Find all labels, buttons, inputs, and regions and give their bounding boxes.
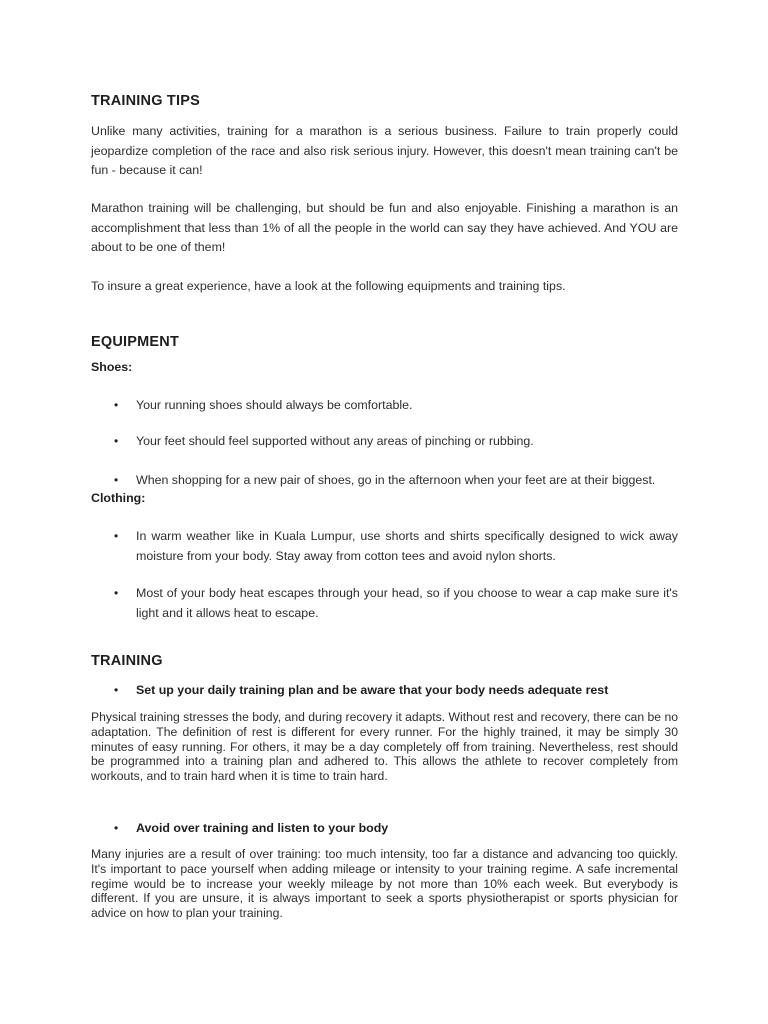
tip-2-body: Many injuries are a result of over training: too much intensity, too far a distance and advancing too quickly. It's important to pace yourself when adding mileage or intensity to your training regime. A safe incremental regime would be to increase your weekly mileage by not more than 10% each week. But everybody is different. If you are unsure, it is always important to seek a sports physiotherapist or sports physician for advice on how to plan your training.	[91, 847, 678, 921]
list-item-text: When shopping for a new pair of shoes, go in the afternoon when your feet are at their biggest.	[136, 473, 656, 487]
shoes-list-item	[91, 432, 678, 452]
clothing-label: Clothing:	[91, 491, 146, 505]
tip-1-body: Physical training stresses the body, and during recovery it adapts. Without rest and recovery, there can be no adaptation. The definition of rest is different for every runner. For the highly trained, it may be simply 30 minutes of easy running. For others, it may be a day completely off from training. Nevertheless, rest should be programmed into a training plan and adhered to. This allows the athlete to recover completely from workouts, and to train hard when it is time to train hard.	[91, 710, 678, 784]
bullet-icon: •	[114, 473, 119, 487]
equipment-heading: EQUIPMENT	[91, 334, 179, 350]
shoes-label: Shoes:	[91, 360, 133, 374]
training-tip-1	[91, 681, 678, 701]
clothing-list-item	[91, 527, 678, 566]
bullet-icon: •	[114, 683, 119, 697]
shoes-list-item	[91, 396, 678, 416]
list-item-text: Your feet should feel supported without any areas of pinching or rubbing.	[136, 434, 534, 448]
list-item-text: Your running shoes should always be comfortable.	[136, 398, 413, 412]
list-item-text: In warm weather like in Kuala Lumpur, use shorts and shirts specifically designed to wick away moisture from your body. Stay away from cotton tees and avoid nylon shorts.	[136, 529, 678, 563]
tip-1-title: Set up your daily training plan and be aware that your body needs adequate rest	[136, 683, 609, 697]
challenge-paragraph: Marathon training will be challenging, but should be fun and also enjoyable. Finishing a marathon is an accomplishment that less than 1% of all the people in the world can say they have achieved. And YOU are about to be one of them!	[91, 201, 678, 255]
bullet-icon: •	[114, 586, 119, 600]
bullet-icon: •	[114, 529, 119, 543]
experience-paragraph: To insure a great experience, have a look at the following equipments and training tips.	[91, 279, 566, 293]
training-heading: TRAINING	[91, 653, 163, 669]
shoes-list-item	[91, 471, 678, 491]
training-tip-2	[91, 819, 678, 839]
bullet-icon: •	[114, 821, 119, 835]
bullet-icon: •	[114, 434, 119, 448]
training-tips-heading: TRAINING TIPS	[91, 93, 200, 109]
bullet-icon: •	[114, 398, 119, 412]
clothing-list-item	[91, 584, 678, 623]
list-item-text: Most of your body heat escapes through your head, so if you choose to wear a cap make sure it's light and it allows heat to escape.	[136, 586, 678, 620]
tip-2-title: Avoid over training and listen to your body	[136, 821, 389, 835]
intro-paragraph: Unlike many activities, training for a marathon is a serious business. Failure to train properly could jeopardize completion of the race and also risk serious injury. However, this doesn't mean training can't be fun - because it can!	[91, 124, 678, 178]
